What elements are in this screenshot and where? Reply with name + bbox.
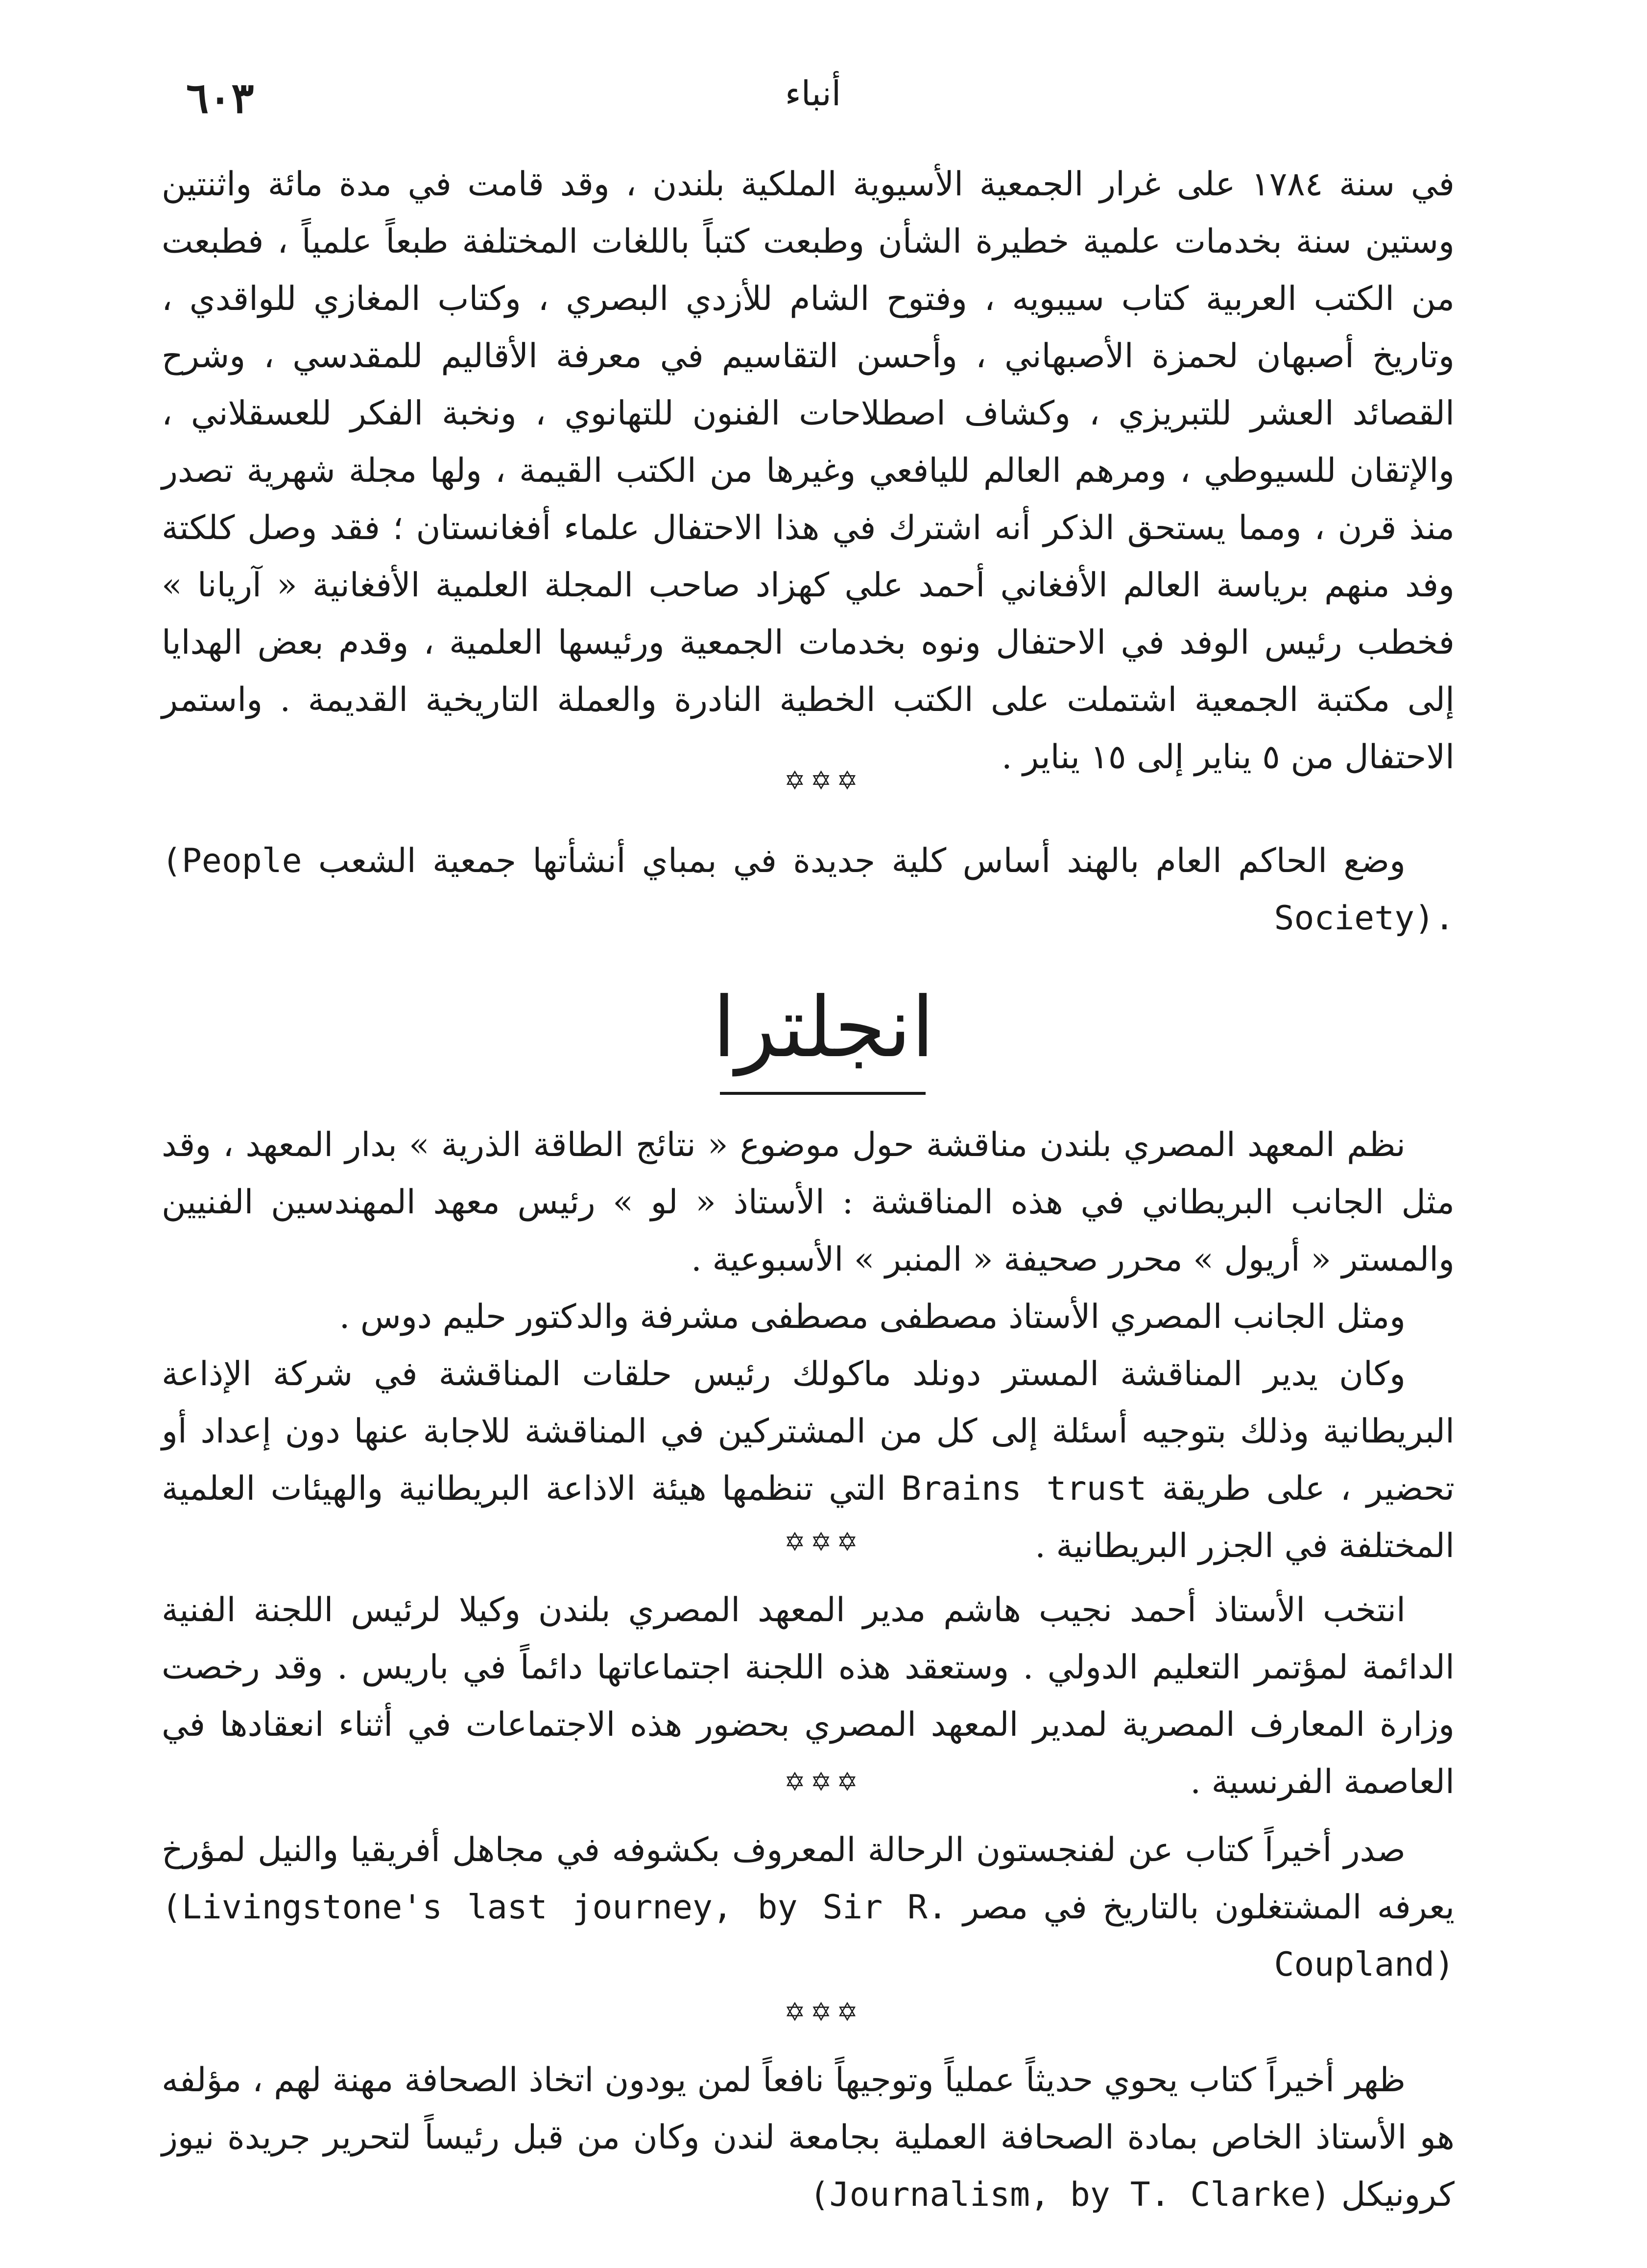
england-news-block-3	[162, 1821, 1455, 1993]
paragraph-latin-text: Brains trust	[901, 1469, 1147, 1508]
england-paragraph-6	[162, 2052, 1455, 2223]
heading-underline	[720, 1092, 926, 1095]
section-separator: ✡✡✡	[784, 1998, 863, 2027]
section-separator: ✡✡✡	[784, 766, 863, 796]
paragraph-latin-text: (Livingstone's last journey, by Sir R. Coupland)	[162, 1888, 1455, 1984]
paragraph-latin-text: (People Society).	[162, 842, 1455, 938]
india-news-block	[162, 156, 1455, 786]
england-paragraph-4: انتخب الأستاذ أحمد نجيب هاشم مدير المعهد المصري بلندن وكيلا لرئيس اللجنة الفنية الدائمة لمؤتمر التعليم الدولي . وستعقد هذه اللجنة اجتماعاتها دائماً في باريس . وقد رخصت وزارة المعارف المصرية لمدير المعهد المصري بحضور هذه الاجتماعات في أثناء انعقادها في العاصمة الفرنسية .	[162, 1591, 1455, 1801]
paragraph-arabic-text: وضع الحاكم العام بالهند أساس كلية جديدة في بمباي أنشأتها جمعية الشعب	[318, 842, 1406, 880]
india-news-block-2	[162, 832, 1455, 947]
england-paragraph-2: ومثل الجانب المصري الأستاذ مصطفى مصطفى مشرفة والدكتور حليم دوس .	[339, 1298, 1406, 1336]
england-paragraph-5	[162, 1821, 1455, 1993]
india-paragraph-1: في سنة ١٧٨٤ على غرار الجمعية الأسيوية الملكية بلندن ، وقد قامت في مدة مائة واثنتين وستين سنة بخدمات علمية خطيرة الشأن وطبعت كتباً باللغات المختلفة طبعاً علمياً ، فطبعت من الكتب العربية كتاب سيبويه ، وفتوح الشام للأزدي البصري ، وكتاب المغازي للواقدي ، وتاريخ أصبهان لحمزة الأصبهاني ، وأحسن التقاسيم في معرفة الأقاليم للمقدسي ، وشرح القصائد العشر للتبريزي ، وكشاف اصطلاحات الفنون للتهانوي ، ونخبة الفكر للعسقلاني ، والإتقان للسيوطي ، ومرهم العالم لليافعي وغيرها من الكتب القيمة ، ولها مجلة شهرية تصدر منذ قرن ، ومما يستحق الذكر أنه اشترك في هذا الاحتفال علماء أفغانستان ؛ فقد وصل كلكتة وفد منهم برياسة العالم الأفغاني أحمد علي كهزاد صاحب المجلة العلمية الأفغانية « آريانا » فخطب رئيس الوفد في الاحتفال ونوه بخدمات الجمعية ورئيسها العلمية ، وقدم بعض الهدايا إلى مكتبة الجمعية اشتملت على الكتب الخطية النادرة والعملة التاريخية القديمة . واستمر الاحتفال من ٥ يناير إلى ١٥ يناير .	[162, 165, 1455, 777]
india-paragraph-2	[162, 832, 1455, 947]
paragraph-arabic-text: صدر أخيراً كتاب عن لفنجستون الرحالة المعروف بكشوفه في مجاهل أفريقيا والنيل لمؤرخ يعرفه المشتغلون بالتاريخ في مصر	[162, 1831, 1455, 1927]
section-separator: ✡✡✡	[784, 1768, 863, 1797]
paragraph-arabic-text: وكان يدير المناقشة المستر دونلد ماكولك رئيس حلقات المناقشة في شركة الإذاعة البريطانية وذلك بتوجيه أسئلة إلى كل من المشتركين في المناقشة للاجابة عنها دون إعداد أو تحضير ، على طريقة	[162, 1355, 1455, 1508]
england-news-block-4	[162, 2052, 1455, 2223]
section-heading: انجلترا	[713, 979, 934, 1076]
page-number: ٦٠٣	[186, 73, 254, 123]
paragraph-arabic-text: التي تنظمها هيئة الاذاعة البريطانية والهيئات العلمية المختلفة في الجزر البريطانية .	[162, 1469, 1455, 1565]
section-separator: ✡✡✡	[784, 1528, 863, 1557]
england-news-block	[162, 1116, 1455, 1575]
england-paragraph-1: نظم المعهد المصري بلندن مناقشة حول موضوع « نتائج الطاقة الذرية » بدار المعهد ، وقد مثل الجانب البريطاني في هذه المناقشة : الأستاذ « لو » رئيس معهد المهندسين الفنيين والمستر « أريول » محرر صحيفة « المنبر » الأسبوعية .	[162, 1126, 1455, 1279]
paragraph-latin-text: (Journalism, by T. Clarke)	[809, 2175, 1331, 2214]
running-head: أنباء	[785, 73, 841, 114]
page-header	[186, 73, 1440, 127]
paragraph-arabic-text: ظهر أخيراً كتاب يحوي حديثاً عملياً وتوجيهاً نافعاً لمن يودون اتخاذ الصحافة مهنة لهم ، مؤلفه هو الأستاذ الخاص بمادة الصحافة العملية بجامعة لندن وكان من قبل رئيساً لتحرير جريدة نيوز كرونيكل	[162, 2061, 1455, 2214]
